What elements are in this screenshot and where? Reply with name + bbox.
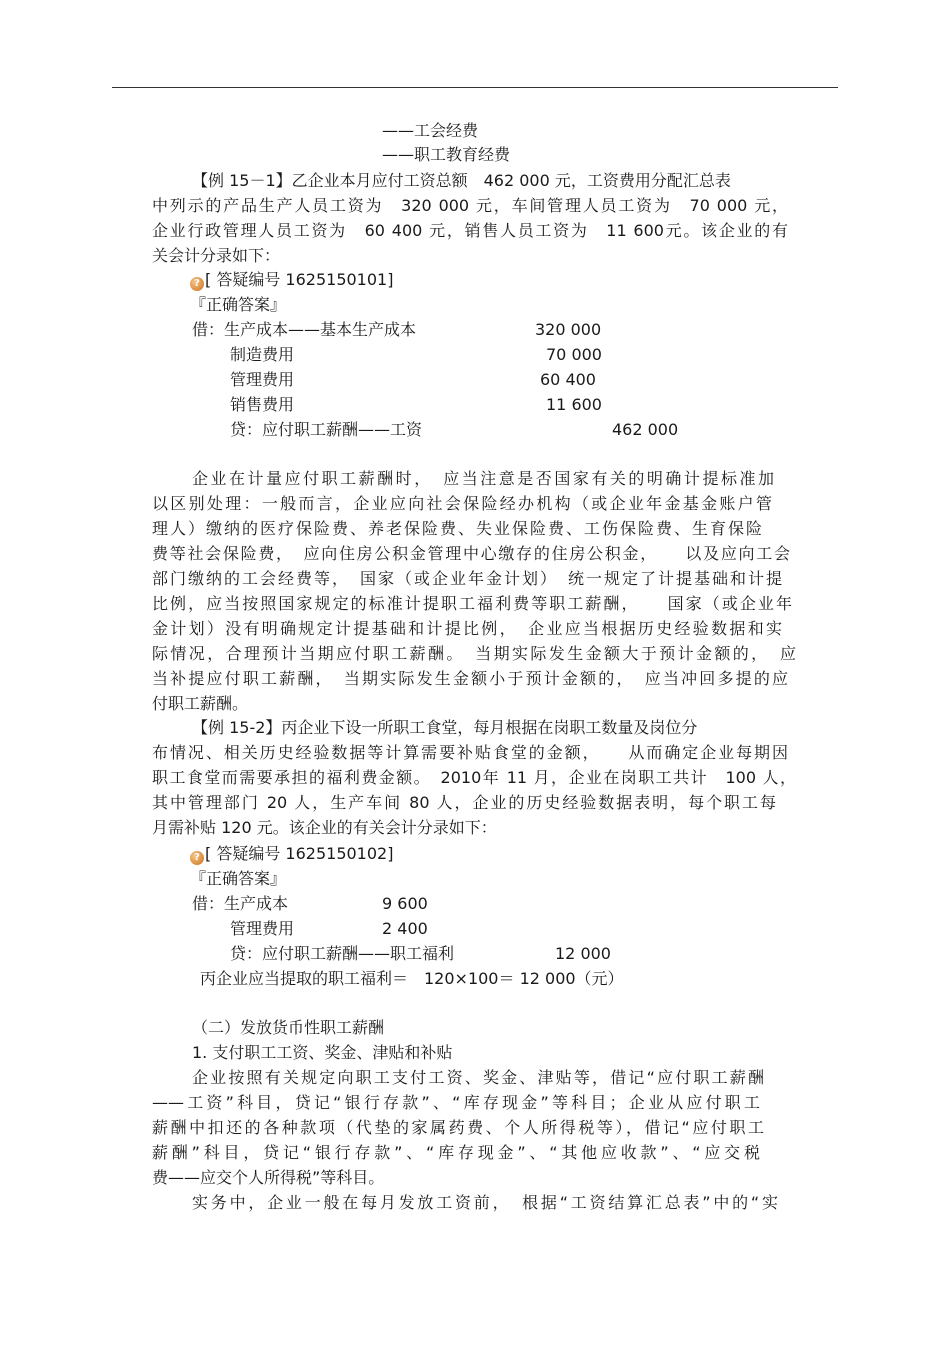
entry-account: 管理费用	[230, 919, 295, 938]
entry-amount-credit: 12 000	[555, 944, 611, 963]
example1-line: 【例 15－1】乙企业本月应付工资总额 462 000 元，工资费用分配汇总表	[192, 171, 731, 190]
example1-line: 企业行政管理人员工资为 60 400 元，销售人员工资为 11 600元。该企业的有	[152, 221, 788, 240]
paragraph-line: 付职工薪酬。	[152, 694, 249, 713]
section-line: 薪酬”科目，贷记“银行存款”、“库存现金”、“其他应收款”、“应交税	[152, 1143, 760, 1162]
section-line: 费——应交个人所得税”等科目。	[152, 1168, 385, 1187]
entry-account: 借：生产成本——基本生产成本	[192, 320, 417, 339]
qa-reference-2[interactable]	[190, 844, 393, 865]
section-line: 实务中，企业一般在每月发放工资前， 根据“工资结算汇总表”中的“实	[192, 1193, 778, 1212]
paragraph-line: 理人）缴纳的医疗保险费、养老保险费、失业保险费、工伤保险费、生育保险	[152, 519, 762, 538]
example2-line: 职工食堂而需要承担的福利费金额。 2010年 11 月，企业在岗职工共计 100 人，	[152, 768, 796, 787]
paragraph-line: 际情况，合理预计当期应付职工薪酬。 当期实际发生金额大于预计金额的， 应	[152, 644, 796, 663]
qa-id: [ 答疑编号 1625150101]	[205, 270, 394, 289]
paragraph-line: 金计划）没有明确规定计提基础和计提比例， 企业应当根据历史经验数据和实	[152, 619, 782, 638]
entry-amount: 2 400	[382, 919, 428, 938]
entry-amount-credit: 462 000	[612, 420, 679, 439]
example2-line: 【例 15-2】丙企业下设一所职工食堂，每月根据在岗职工数量及岗位分	[192, 718, 698, 737]
example1-line: 关会计分录如下：	[152, 246, 281, 265]
header-rule	[112, 87, 838, 88]
section-line: 企业按照有关规定向职工支付工资、奖金、津贴等，借记“应付职工薪酬	[192, 1068, 764, 1087]
paragraph-line: 比例，应当按照国家规定的标准计提职工福利费等职工薪酬， 国家（或企业年	[152, 594, 792, 613]
question-icon: ?	[190, 851, 204, 865]
section-subheading: 1. 支付职工工资、奖金、津贴和补贴	[192, 1043, 453, 1062]
question-icon: ?	[190, 277, 204, 291]
paragraph-line: 当补提应付职工薪酬， 当期实际发生金额小于预计金额的， 应当冲回多提的应	[152, 669, 788, 688]
entry-account: 制造费用	[230, 345, 295, 364]
welfare-calculation: 丙企业应当提取的职工福利＝ 120×100＝ 12 000（元）	[200, 969, 624, 988]
paragraph-line: 以区别处理：一般而言，企业应向社会保险经办机构（或企业年金基金账户管	[152, 494, 772, 513]
section-line: ——工资”科目，贷记“银行存款”、“库存现金”等科目；企业从应付职工	[152, 1093, 760, 1112]
entry-amount: 11 600	[546, 395, 602, 414]
subaccount-education-fee: ——职工教育经费	[382, 145, 511, 164]
entry-account-credit: 贷：应付职工薪酬——工资	[230, 420, 423, 439]
entry-account: 管理费用	[230, 370, 295, 389]
entry-account: 销售费用	[230, 395, 295, 414]
qa-id: [ 答疑编号 1625150102]	[205, 844, 394, 863]
example2-line: 月需补贴 120 元。该企业的有关会计分录如下：	[152, 818, 497, 837]
qa-reference-1[interactable]	[190, 270, 393, 291]
section-line: 薪酬中扣还的各种款项（代垫的家属药费、个人所得税等），借记“应付职工	[152, 1118, 764, 1137]
answer-label: 『正确答案』	[190, 295, 287, 314]
entry-amount: 320 000	[535, 320, 602, 339]
entry-account-credit: 贷：应付职工薪酬——职工福利	[230, 944, 455, 963]
answer-label: 『正确答案』	[190, 869, 287, 888]
entry-amount: 70 000	[546, 345, 602, 364]
example1-line: 中列示的产品生产人员工资为 320 000 元，车间管理人员工资为 70 000 元，	[152, 196, 788, 215]
entry-account: 借：生产成本	[192, 894, 289, 913]
paragraph-line: 费等社会保险费， 应向住房公积金管理中心缴存的住房公积金， 以及应向工会	[152, 544, 790, 563]
entry-amount: 60 400	[540, 370, 596, 389]
paragraph-line: 企业在计量应付职工薪酬时， 应当注意是否国家有关的明确计提标准加	[192, 469, 774, 488]
subaccount-union-fee: ——工会经费	[382, 121, 479, 140]
example2-line: 布情况、相关历史经验数据等计算需要补贴食堂的金额， 从而确定企业每期因	[152, 743, 788, 762]
entry-amount: 9 600	[382, 894, 428, 913]
section-heading: （二）发放货币性职工薪酬	[192, 1018, 385, 1037]
example2-line: 其中管理部门 20 人，生产车间 80 人，企业的历史经验数据表明，每个职工每	[152, 793, 776, 812]
paragraph-line: 部门缴纳的工会经费等， 国家（或企业年金计划） 统一规定了计提基础和计提	[152, 569, 782, 588]
